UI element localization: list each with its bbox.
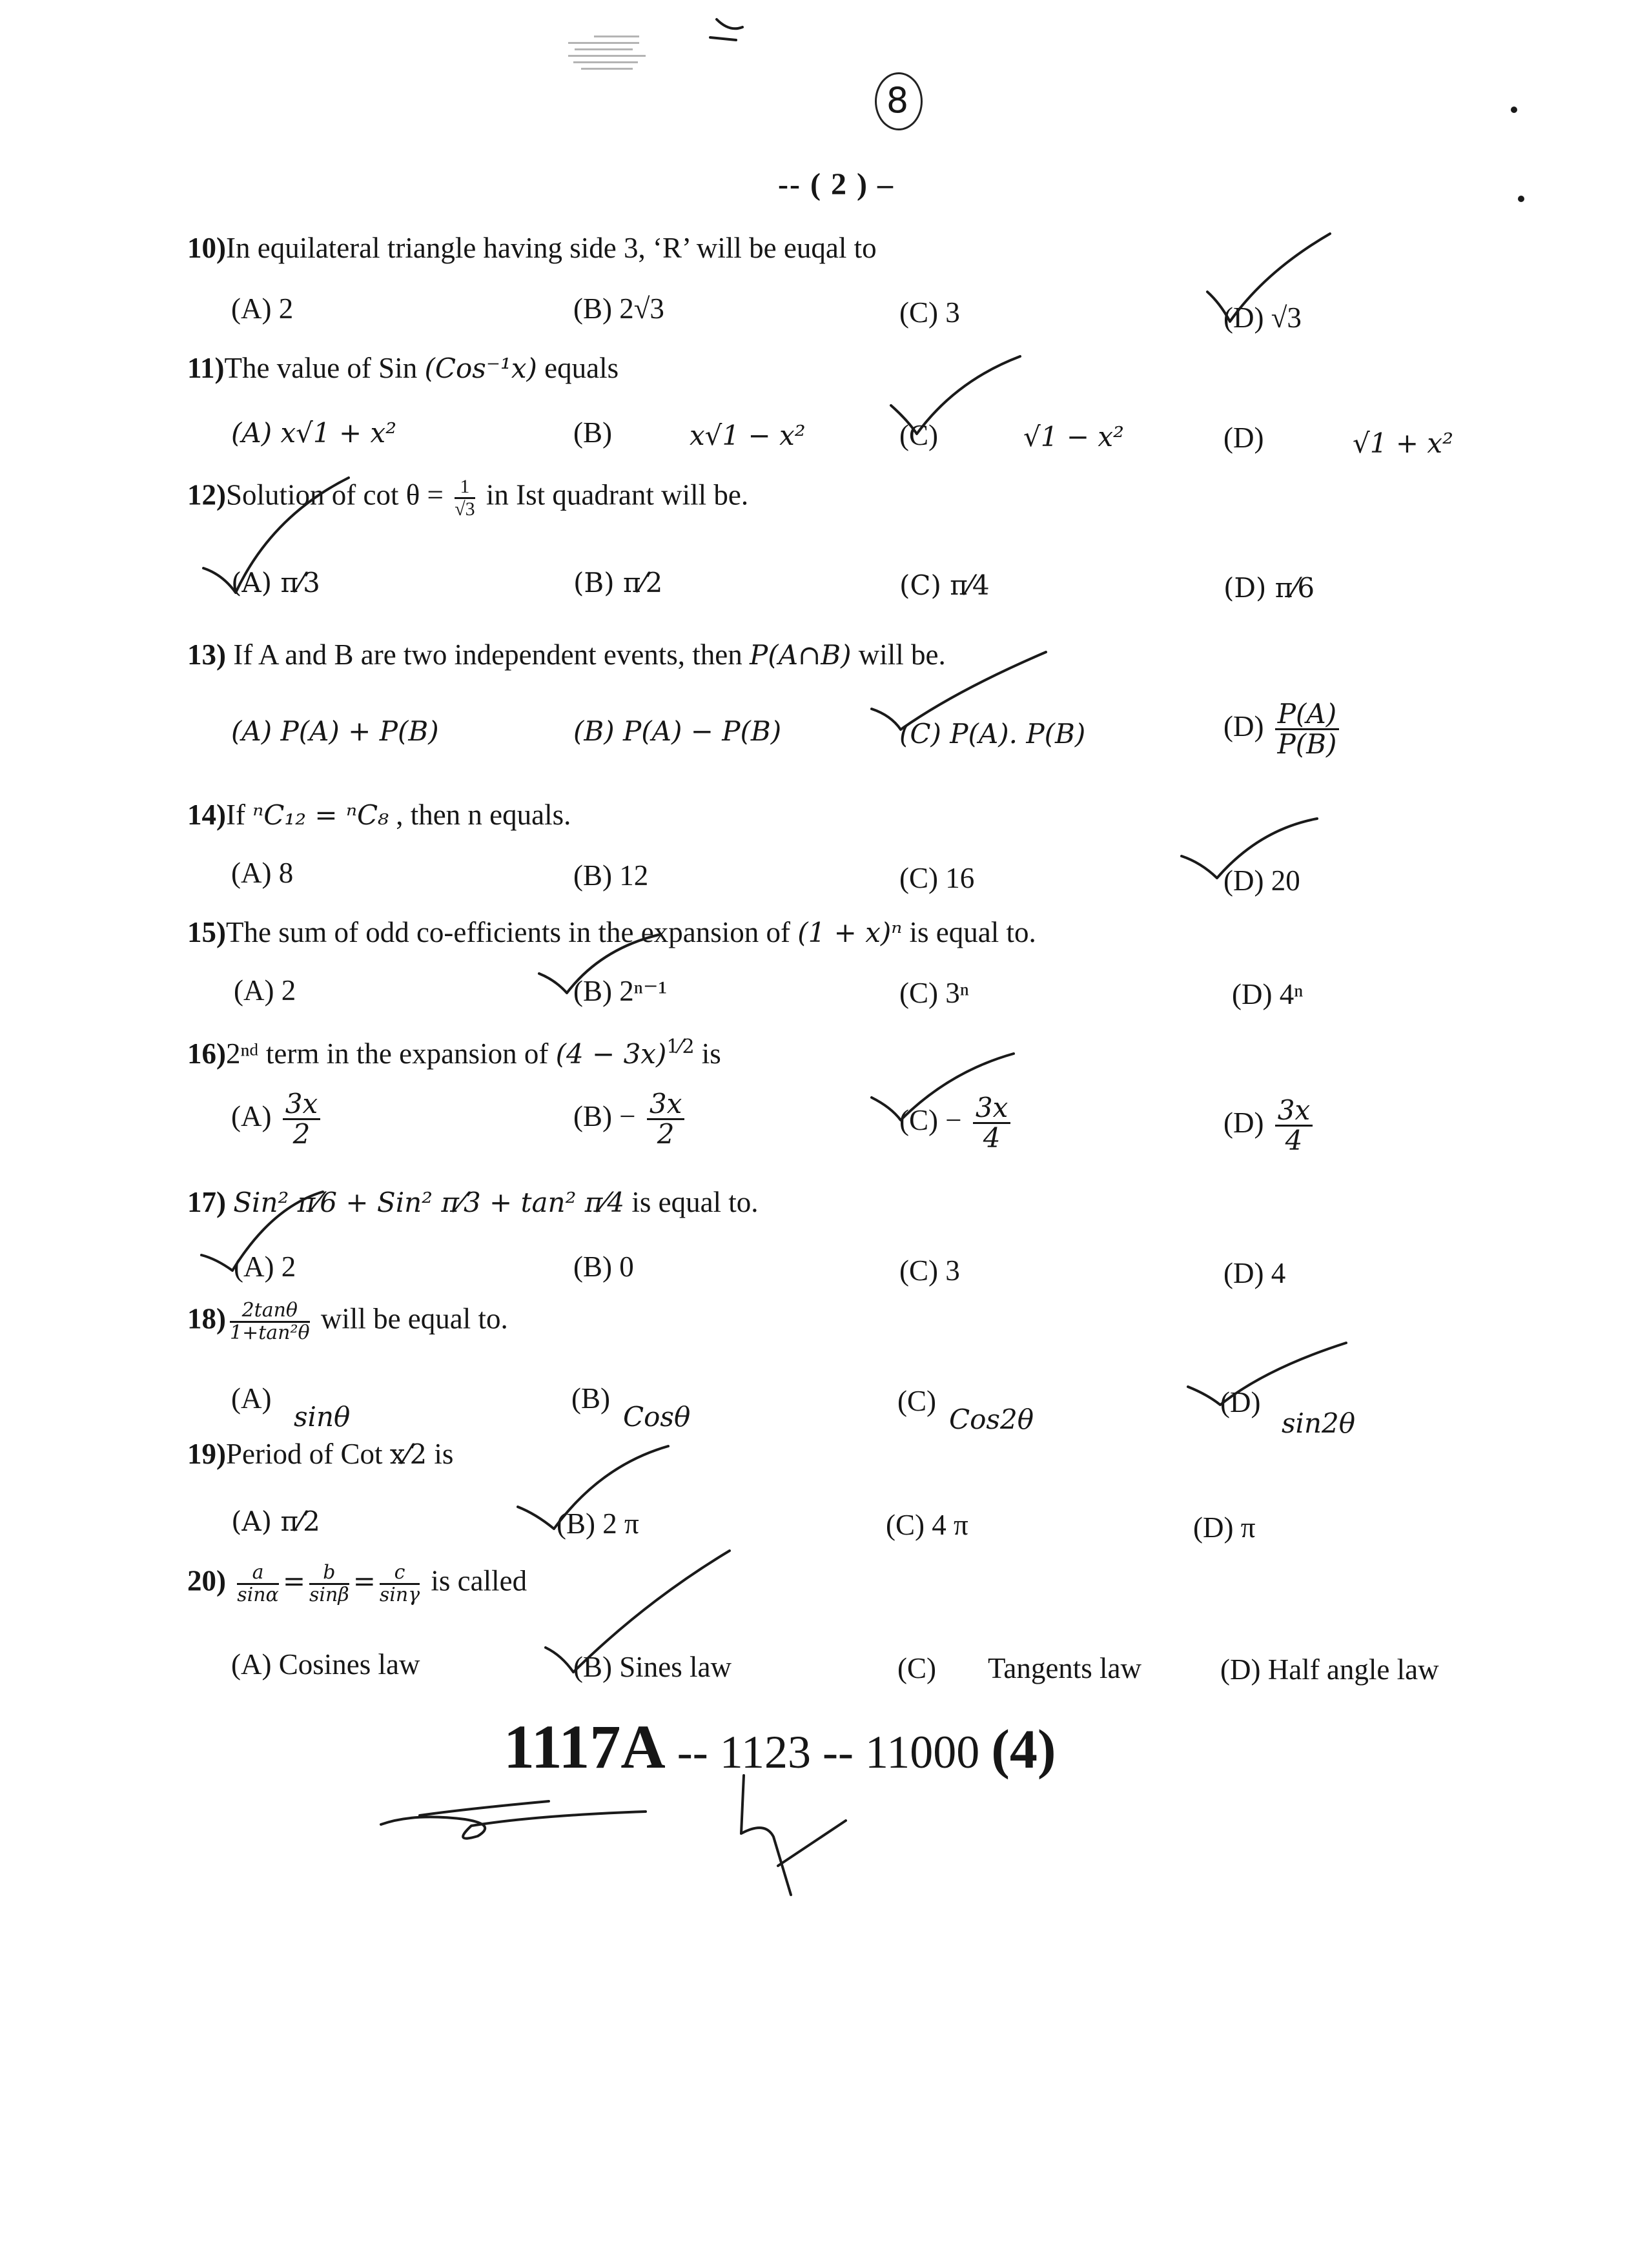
q15-option-c: (C) 3ⁿ: [899, 977, 969, 1009]
question-15: 15)The sum of odd co-efficients in the expansion of (1 + x)ⁿ is equal to.: [187, 916, 1036, 948]
q13-option-b: (B) P(A) − P(B): [573, 715, 782, 747]
q11-option-d-label: (D): [1223, 422, 1264, 454]
q17-option-d: (D) 4: [1223, 1257, 1286, 1289]
question-11: 11)The value of Sin (Cos⁻¹x) equals: [187, 352, 619, 384]
question-18: 18) $\frac{2\tan\theta}{\text{1+tan²θ}}$ will be equal to.: [187, 1299, 508, 1344]
question-12: 12)Solution of cot θ = $\frac{1}{√3}$ in Ist quadrant will be.: [187, 476, 749, 520]
q20-option-c-value: Tangents law: [988, 1652, 1142, 1684]
q15-option-a: (A) 2: [234, 974, 296, 1006]
q16-option-a: (A) $\frac{3x}{2}$: [231, 1090, 324, 1149]
q16-option-c: (C) − $\frac{3x}{4}$: [899, 1094, 1014, 1152]
q13-option-c: (C) P(A). P(B): [899, 718, 1086, 750]
q19-option-b: (B) 2 π: [557, 1507, 639, 1540]
page-number-header: -- ( 2 ) –: [778, 167, 894, 201]
q11-option-c-value: √1 − x²: [1023, 421, 1124, 453]
q11-option-b-label: (B): [573, 416, 612, 449]
q13-option-a: (A) P(A) + P(B): [231, 715, 439, 747]
question-14: 14)If ⁿC₁₂ = ⁿC₈ , then n equals.: [187, 799, 571, 831]
q20-option-c-label: (C): [897, 1652, 936, 1684]
q10-option-c: (C) 3: [899, 296, 960, 329]
paper-code-footer: 1117A -- 1123 -- 11000 (4): [504, 1712, 1056, 1781]
q20-option-d: (D) Half angle law: [1220, 1653, 1439, 1686]
q14-option-d: (D) 20: [1223, 864, 1300, 897]
q12-option-b: (B) π⁄2: [573, 567, 663, 598]
question-17: 17) Sin² π⁄6 + Sin² π⁄3 + tan² π⁄4 is equal to.: [187, 1186, 759, 1218]
q11-option-c-label: (C): [899, 419, 938, 451]
signature-stroke-2: [420, 1801, 549, 1815]
q20-option-b: (B) Sines law: [573, 1651, 732, 1683]
q11-option-a: (A) x√1 + x²: [231, 417, 397, 449]
q12-option-a: (A) π⁄3: [231, 567, 320, 598]
q14-option-a: (A) 8: [231, 857, 294, 889]
q15-option-b: (B) 2ⁿ⁻¹: [573, 975, 668, 1007]
question-10: 10)In equilateral triangle having side 3, ‘R’ will be euqal to: [187, 232, 877, 264]
q11-option-b-value: x√1 − x²: [690, 420, 806, 451]
scribble-top: [710, 19, 742, 40]
question-13: 13) If A and B are two independent events, then P(A∩B) will be.: [187, 639, 946, 671]
q18-option-b-label: (B): [571, 1382, 610, 1415]
q18-option-a-value: sinθ: [294, 1401, 351, 1433]
q15-option-d: (D) 4ⁿ: [1232, 978, 1304, 1010]
q16-option-b: (B) − $\frac{3x}{2}$: [573, 1090, 688, 1149]
q19-option-d: (D) π: [1193, 1511, 1256, 1544]
q14-option-b: (B) 12: [573, 859, 649, 892]
q11-option-d-value: √1 + x²: [1353, 427, 1453, 459]
signature-stroke-1: [381, 1812, 646, 1839]
q14-option-c: (C) 16: [899, 862, 975, 894]
signature-stroke-3: [741, 1775, 846, 1895]
q17-option-a: (A) 2: [234, 1251, 296, 1283]
q18-option-c-label: (C): [897, 1385, 936, 1417]
q19-option-c: (C) 4 π: [886, 1509, 968, 1541]
q12-option-d: (D) π⁄6: [1223, 572, 1315, 604]
q17-option-b: (B) 0: [573, 1251, 634, 1283]
circled-page-mark: 8: [875, 72, 920, 128]
q13-option-d: (D) $\frac{P(A)}{P(B)}$: [1223, 700, 1343, 759]
q18-option-c-value: Cos2θ: [949, 1404, 1034, 1435]
q18-option-d-value: sin2θ: [1282, 1407, 1356, 1439]
q20-option-a: (A) Cosines law: [231, 1648, 420, 1681]
q10-option-b: (B) 2√3: [573, 292, 664, 325]
q16-option-d: (D) $\frac{3x}{4}$: [1223, 1096, 1316, 1155]
q10-option-a: (A) 2: [231, 292, 294, 325]
q10-option-d: (D) √3: [1223, 301, 1302, 334]
question-16: 16)2ⁿᵈ term in the expansion of $(4 - 3x)^{1⁄2}$ is: [187, 1036, 721, 1070]
q18-option-a-label: (A): [231, 1382, 272, 1415]
q18-option-d-label: (D): [1220, 1386, 1261, 1418]
faint-stamp: [568, 31, 652, 160]
question-19: 19)Period of Cot x⁄2 is: [187, 1438, 454, 1470]
q18-option-b-value: Cosθ: [623, 1401, 691, 1433]
q19-option-a: (A) π⁄2: [231, 1506, 320, 1537]
q17-option-c: (C) 3: [899, 1254, 960, 1287]
q12-option-c: (C) π⁄4: [899, 569, 990, 601]
question-20: 20) $\frac{a}{\sin\alpha}$ = $\frac{b}{\sin\beta}$ = $\frac{c}{\sin\gamma}$ is called: [187, 1561, 527, 1606]
tick-q18-d: [1188, 1343, 1346, 1405]
